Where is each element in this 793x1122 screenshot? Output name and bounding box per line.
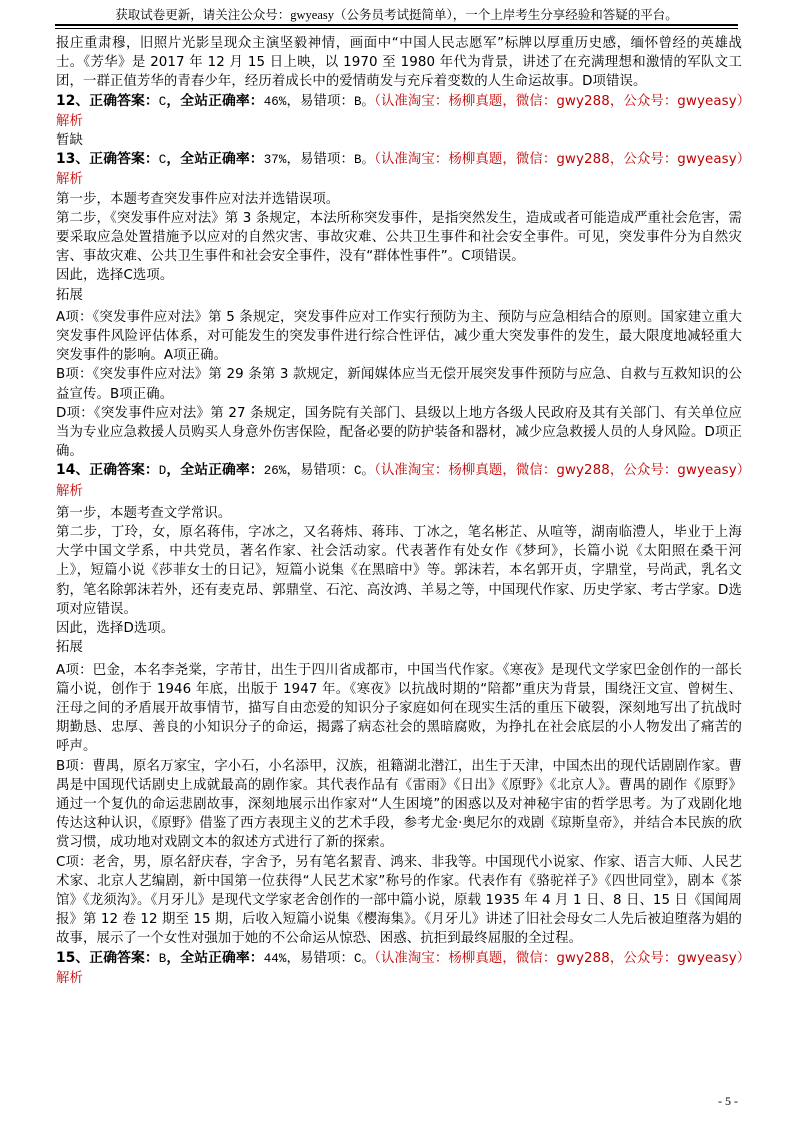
promo-text: （认准淘宝：杨柳真题，微信：gwy288，公众号：gwyeasy） <box>374 93 751 109</box>
question-15 <box>56 949 751 988</box>
intro-paragraph: 报庄重肃穆，旧照片光影呈现众主演坚毅神情，画面中“中国人民志愿军”标牌以厚重历史感，缅怀曾经的英雄战士。《芳华》是 2017 年 12 月 15 日上映，以 1970 至 1980 年代为背景，讲述了在充满理想和激情的军队文工团，一群正值芳华的青春少年，经历着成长中的爱情萌发与充斥着变数的人生命运故事。D项错误。 <box>56 36 742 90</box>
answer-value: D <box>158 464 167 479</box>
rate-label: ，全站正确率： <box>166 462 264 479</box>
answer-line <box>56 949 751 969</box>
header-account: gwyeasy <box>290 8 334 22</box>
analysis-paragraph: 暂缺 <box>56 133 83 149</box>
rate-label: ，全站正确率： <box>166 151 264 168</box>
answer-label: 、正确答案： <box>75 92 159 109</box>
header-suffix: （公务员考试挺简单），一个上岸考生分享经验和答疑的平台。 <box>334 7 678 22</box>
analysis-paragraph: 第二步，《突发事件应对法》第 3 条规定，本法所称突发事件，是指突然发生，造成或者可能造成严重社会危害，需要采取应急处置措施予以应对的自然灾害、事故灾难、公共卫生事件和社会安全事件。可见，突发事件分为自然灾害、事故灾难、公共卫生事件和社会安全事件，没有“群体性事件”。C项错误。 <box>56 210 742 265</box>
header-prefix: 获取试卷更新，请关注公众号： <box>115 7 291 22</box>
wrong-value: C。 <box>353 951 375 966</box>
extension-heading: 拓展 <box>56 640 83 656</box>
wrong-label: ，易错项： <box>286 950 354 966</box>
question-number: 13 <box>56 151 76 168</box>
wrong-value: C。 <box>353 464 375 479</box>
question-14 <box>56 461 751 948</box>
answer-value: B <box>158 951 167 966</box>
question-12 <box>56 92 751 151</box>
analysis-paragraph: 因此，选择D选项。 <box>56 621 175 637</box>
answer-label: 、正确答案： <box>75 949 159 966</box>
promo-text: （认准淘宝：杨柳真题，微信：gwy288，公众号：gwyeasy） <box>374 950 751 966</box>
wrong-label: ，易错项： <box>286 93 354 109</box>
extension-paragraph: A项：《突发事件应对法》第 5 条规定，突发事件应对工作实行预防为主、预防与应急相结合的原则。国家建立重大突发事件风险评估体系，对可能发生的突发事件进行综合性评估，减少重大突发事件的发生，最大限度地减轻重大突发事件的影响。A项正确。 <box>56 309 742 364</box>
rate-value: 26% <box>263 464 287 479</box>
page-header <box>0 6 793 24</box>
extension-paragraph: B项：曹禺，原名万家宝，字小石，小名添甲，汉族，祖籍湖北潜江，出生于天津，中国杰出的现代话剧剧作家。曹禺是中国现代话剧史上成就最高的剧作家。其代表作品有《雷雨》《日出》《原野》《北京人》。曹禺的剧作《原野》通过一个复仇的命运悲剧故事，深刻地展示出作家对“人生困境”的困惑以及对神秘宇宙的哲学思考。为了戏剧化地传达这种认识，《原野》借鉴了西方表现主义的艺术手段，参考尤金·奥尼尔的戏剧《琼斯皇帝》，并结合本民族的欣赏习惯，成功地对戏剧文本的叙述方式进行了新的探索。 <box>56 758 742 851</box>
analysis-heading: 解析 <box>56 172 83 188</box>
answer-line <box>56 461 751 481</box>
extension-heading: 拓展 <box>56 287 83 303</box>
promo-text: （认准淘宝：杨柳真题，微信：gwy288，公众号：gwyeasy） <box>374 152 751 168</box>
wrong-label: ，易错项： <box>286 152 354 168</box>
answer-value: C <box>158 153 167 168</box>
answer-line <box>56 92 751 112</box>
header-rule-thick <box>55 24 738 26</box>
extension-paragraph: C项：老舍，男，原名舒庆春，字舍予，另有笔名絜青、鸿来、非我等。中国现代小说家、作家、语言大师、人民艺术家、北京人艺编剧，新中国第一位获得“人民艺术家”称号的作家。代表作有《骆驼祥子》《四世同堂》，剧本《茶馆》《龙须沟》。《月牙儿》是现代文学家老舍创作的一部中篇小说，原载 1935 年 4 月 1 日、8 日、15 日《国闻周报》第 12 卷 12 期至 15 期，后收入短篇小说集《樱海集》。《月牙儿》讲述了旧社会母女二人先后被迫堕落为娼的故事，展示了一个女性对强加于她的不公命运从惊恐、困惑、抗拒到最终屈服的全过程。 <box>56 854 742 947</box>
document-body <box>56 34 751 988</box>
question-number: 12 <box>56 92 76 109</box>
analysis-paragraph: 第一步，本题考查突发事件应对法并选错误项。 <box>56 191 340 207</box>
analysis-heading: 解析 <box>56 970 83 986</box>
wrong-label: ，易错项： <box>286 463 354 479</box>
analysis-paragraph: 第二步，丁玲，女，原名蒋伟，字冰之，又名蒋炜、蒋玮、丁冰之，笔名彬芷、从喧等，湖南临澧人，毕业于上海大学中国文学系，中共党员，著名作家、社会活动家。代表著作有处女作《梦珂》，长篇小说《太阳照在桑干河上》，短篇小说《莎菲女士的日记》，短篇小说集《在黑暗中》等。郭沫若，本名郭开贞，字鼎堂，号尚武，乳名文豹，笔名除郭沫若外，还有麦克昂、郭鼎堂、石沱、高汝鸿、羊易之等，中国现代作家、历史学家、考古学家。D选项对应错误。 <box>56 525 742 617</box>
promo-text: （认准淘宝：杨柳真题，微信：gwy288，公众号：gwyeasy） <box>374 463 751 479</box>
rate-value: 37% <box>263 153 287 168</box>
analysis-paragraph: 因此，选择C选项。 <box>56 268 174 284</box>
extension-paragraph: D项：《突发事件应对法》第 27 条规定，国务院有关部门、县级以上地方各级人民政府及其有关部门、有关单位应当为专业应急救援人员购买人身意外伤害保险，配备必要的防护装备和器材，减少应急救援人员的人身风险。D项正确。 <box>56 405 742 460</box>
answer-label: 、正确答案： <box>75 462 159 479</box>
page-number: - 5 - <box>718 1094 738 1108</box>
wrong-value: B。 <box>353 94 375 109</box>
rate-value: 44% <box>263 951 287 966</box>
analysis-heading: 解析 <box>56 113 83 129</box>
header-rule-thin <box>55 28 738 29</box>
rate-label: ，全站正确率： <box>166 949 264 966</box>
analysis-paragraph: 第一步，本题考查文学常识。 <box>56 505 232 521</box>
question-13 <box>56 150 751 461</box>
extension-paragraph: A项：巴金，本名李尧棠，字芾甘，出生于四川省成都市，中国当代作家。《寒夜》是现代文学家巴金创作的一部长篇小说，创作于 1946 年底，出版于 1947 年。《寒夜》以抗战时期的“陪都”重庆为背景，围绕汪文宣、曾树生、汪母之间的矛盾展开故事情节，描写自由恋爱的知识分子家庭如何在现实生活的重压下破裂，深刻地写出了抗战时期勤恳、忠厚、善良的小知识分子的命运，揭露了病态社会的黑暗腐败，为挣扎在社会底层的小人物发出了痛苦的呼声。 <box>56 662 742 755</box>
analysis-heading: 解析 <box>56 483 83 499</box>
answer-value: C <box>158 94 167 109</box>
wrong-value: B。 <box>353 153 375 168</box>
rate-value: 46% <box>263 94 287 109</box>
answer-label: 、正确答案： <box>75 151 159 168</box>
question-number: 14 <box>56 462 76 479</box>
question-number: 15 <box>56 949 76 966</box>
answer-line <box>56 150 751 170</box>
rate-label: ，全站正确率： <box>166 92 264 109</box>
extension-paragraph: B项：《突发事件应对法》第 29 条第 3 款规定，新闻媒体应当无偿开展突发事件预防与应急、自救与互救知识的公益宣传。B项正确。 <box>56 367 742 402</box>
